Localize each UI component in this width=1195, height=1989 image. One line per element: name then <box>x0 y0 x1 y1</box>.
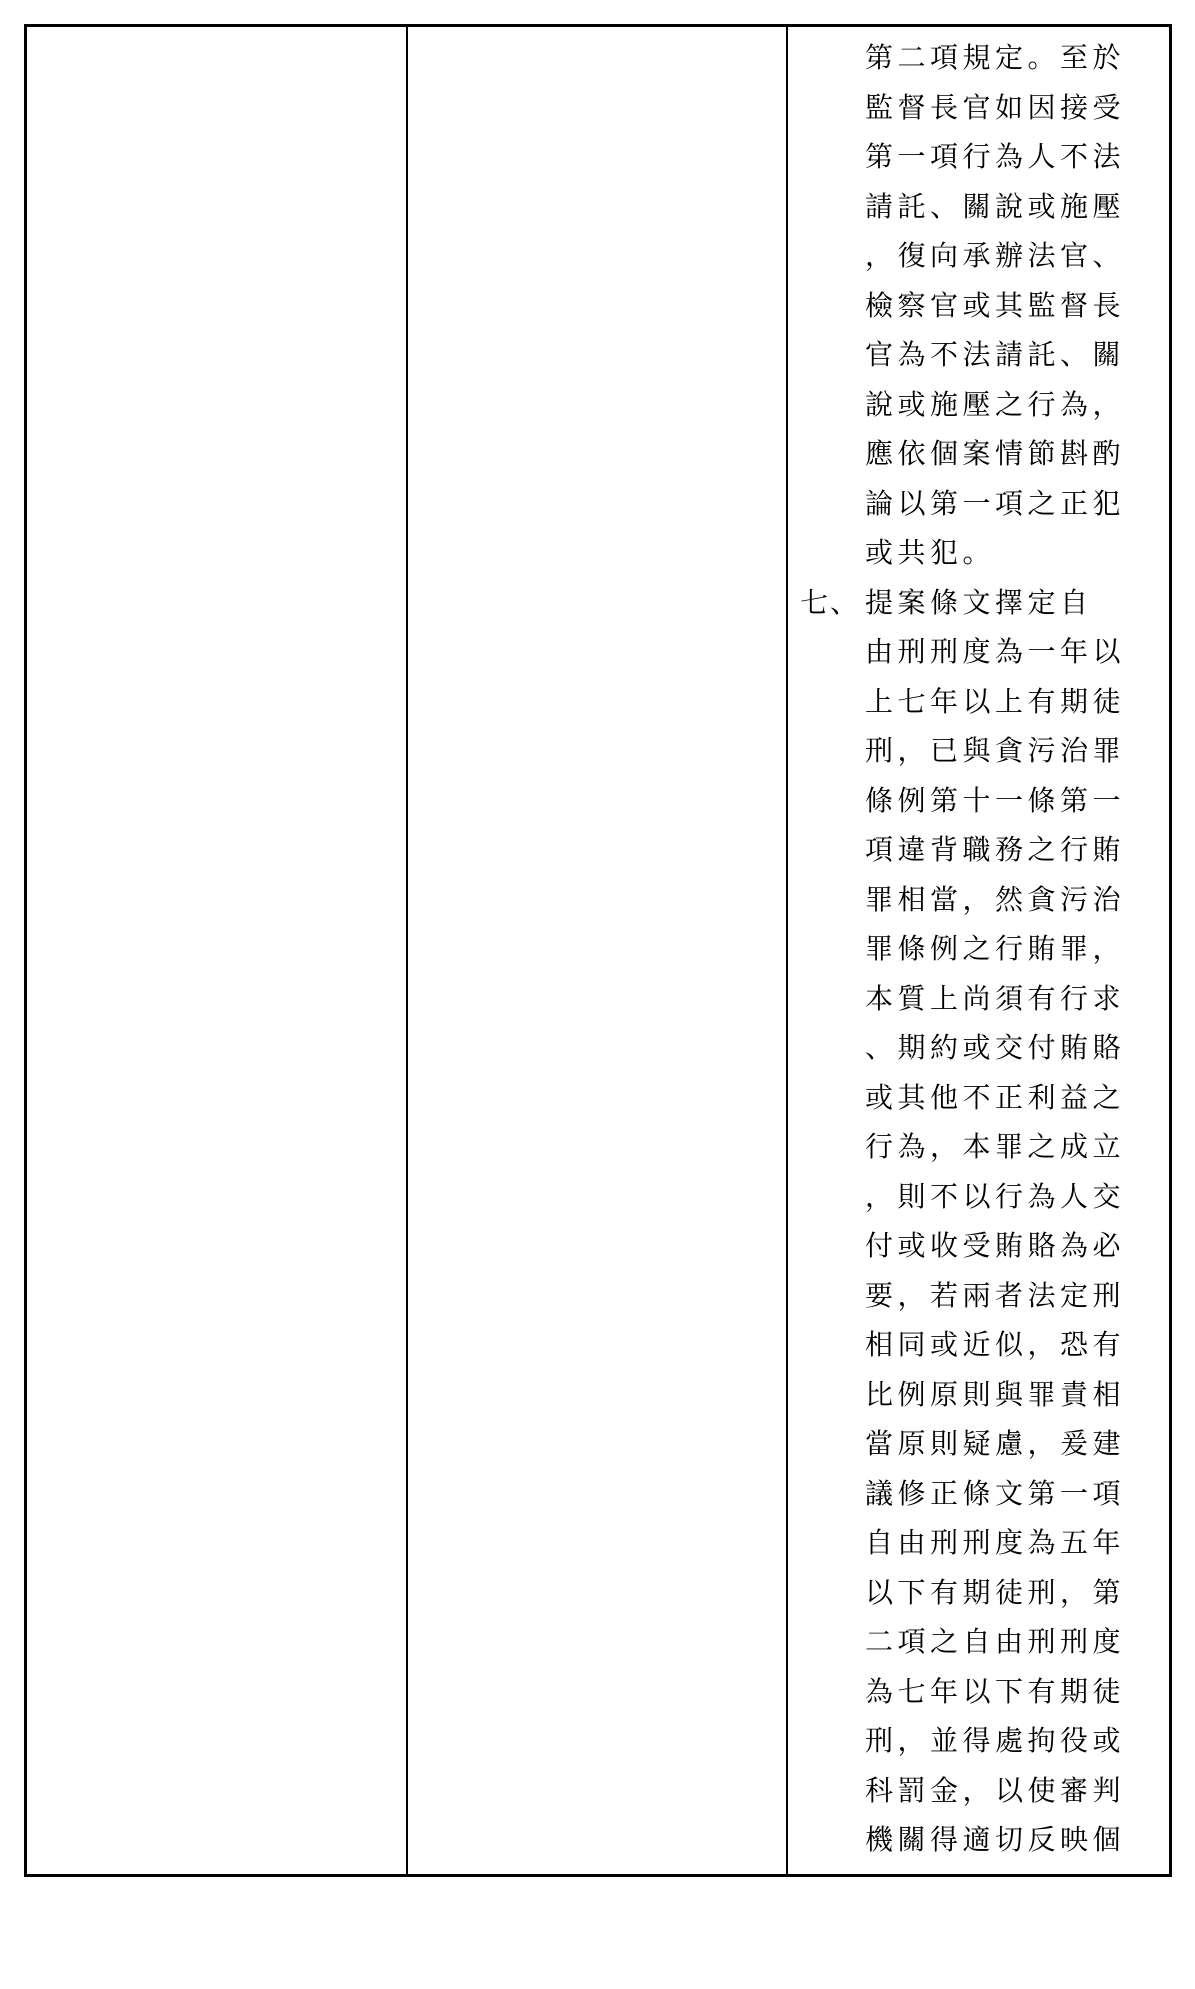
text-line <box>788 281 1169 331</box>
text-line <box>788 825 1169 875</box>
text-line <box>788 578 1169 628</box>
line-text: 本質上尚須有行求 <box>865 981 1126 1015</box>
line-text: 檢察官或其監督長 <box>865 288 1126 322</box>
text-line <box>788 1469 1169 1519</box>
text-line <box>788 33 1169 83</box>
table-column-3-explanation <box>788 27 1169 1874</box>
text-line <box>788 83 1169 133</box>
line-text: 付或收受賄賂為必 <box>865 1229 1126 1262</box>
text-line <box>788 974 1169 1024</box>
line-text: 、期約或交付賄賂 <box>865 1031 1126 1064</box>
line-text: 第二項規定。至於 <box>865 41 1126 74</box>
list-item-marker: 七、 <box>800 585 861 619</box>
text-line <box>788 1320 1169 1370</box>
line-text: 刑，並得處拘役或 <box>865 1724 1126 1757</box>
text-line <box>788 380 1169 430</box>
line-text: 論以第一項之正犯 <box>865 486 1126 520</box>
text-line <box>788 1221 1169 1271</box>
line-text: 由刑刑度為一年以 <box>865 635 1126 668</box>
table-column-1 <box>27 27 408 1874</box>
text-line <box>788 1617 1169 1667</box>
line-text: 比例原則與罪責相 <box>865 1377 1126 1411</box>
line-text: 自由刑刑度為五年 <box>865 1526 1126 1559</box>
text-line <box>788 726 1169 776</box>
line-text: 或共犯。 <box>865 536 996 569</box>
line-text: 當原則疑慮，爰建 <box>865 1427 1126 1460</box>
text-line <box>788 231 1169 281</box>
text-line <box>788 1815 1169 1865</box>
text-line <box>788 1667 1169 1717</box>
line-text: 提案條文擇定自 <box>865 585 1093 619</box>
text-line <box>788 1271 1169 1321</box>
text-line <box>788 1766 1169 1816</box>
line-text: 監督長官如因接受 <box>865 90 1126 124</box>
line-text: 要，若兩者法定刑 <box>865 1278 1126 1312</box>
explanation-text <box>788 33 1169 1865</box>
text-line <box>788 1716 1169 1766</box>
text-line <box>788 1568 1169 1618</box>
line-text: 議修正條文第一項 <box>865 1476 1126 1510</box>
text-line <box>788 1023 1169 1073</box>
text-line <box>788 1370 1169 1420</box>
table-column-2 <box>408 27 788 1874</box>
line-text: 機關得適切反映個 <box>865 1823 1126 1856</box>
line-text: 條例第十一條第一 <box>865 783 1126 817</box>
line-text: 相同或近似，恐有 <box>865 1328 1126 1361</box>
line-text: 行為，本罪之成立 <box>865 1130 1126 1163</box>
text-line <box>788 330 1169 380</box>
line-text: 官為不法請託、關 <box>865 338 1126 371</box>
line-text: 請託、關說或施壓 <box>865 189 1126 223</box>
text-line <box>788 1122 1169 1172</box>
text-line <box>788 479 1169 529</box>
text-line <box>788 776 1169 826</box>
line-text: 科罰金，以使審判 <box>865 1773 1126 1807</box>
line-text: 或其他不正利益之 <box>865 1080 1126 1114</box>
line-text: 罪條例之行賄罪， <box>865 932 1126 965</box>
text-line <box>788 528 1169 578</box>
text-line <box>788 924 1169 974</box>
text-line <box>788 429 1169 479</box>
line-text: 應依個案情節斟酌 <box>865 437 1126 470</box>
line-text: 刑，已與貪污治罪 <box>865 734 1126 767</box>
text-line <box>788 1419 1169 1469</box>
line-text: 第一項行為人不法 <box>865 140 1126 173</box>
line-text: 為七年以下有期徒 <box>865 1674 1126 1708</box>
text-line <box>788 182 1169 232</box>
text-line <box>788 627 1169 677</box>
comparison-table <box>24 24 1172 1877</box>
text-line <box>788 1172 1169 1222</box>
line-text: ，復向承辦法官、 <box>865 239 1126 272</box>
text-line <box>788 1073 1169 1123</box>
text-line <box>788 132 1169 182</box>
line-text: ，則不以行為人交 <box>865 1179 1126 1213</box>
text-line <box>788 875 1169 925</box>
text-line <box>788 677 1169 727</box>
line-text: 以下有期徒刑，第 <box>865 1575 1126 1609</box>
line-text: 說或施壓之行為， <box>865 387 1126 421</box>
line-text: 上七年以上有期徒 <box>865 684 1126 718</box>
line-text: 二項之自由刑刑度 <box>865 1625 1126 1658</box>
line-text: 項違背職務之行賄 <box>865 833 1126 866</box>
text-line <box>788 1518 1169 1568</box>
line-text: 罪相當，然貪污治 <box>865 882 1126 916</box>
